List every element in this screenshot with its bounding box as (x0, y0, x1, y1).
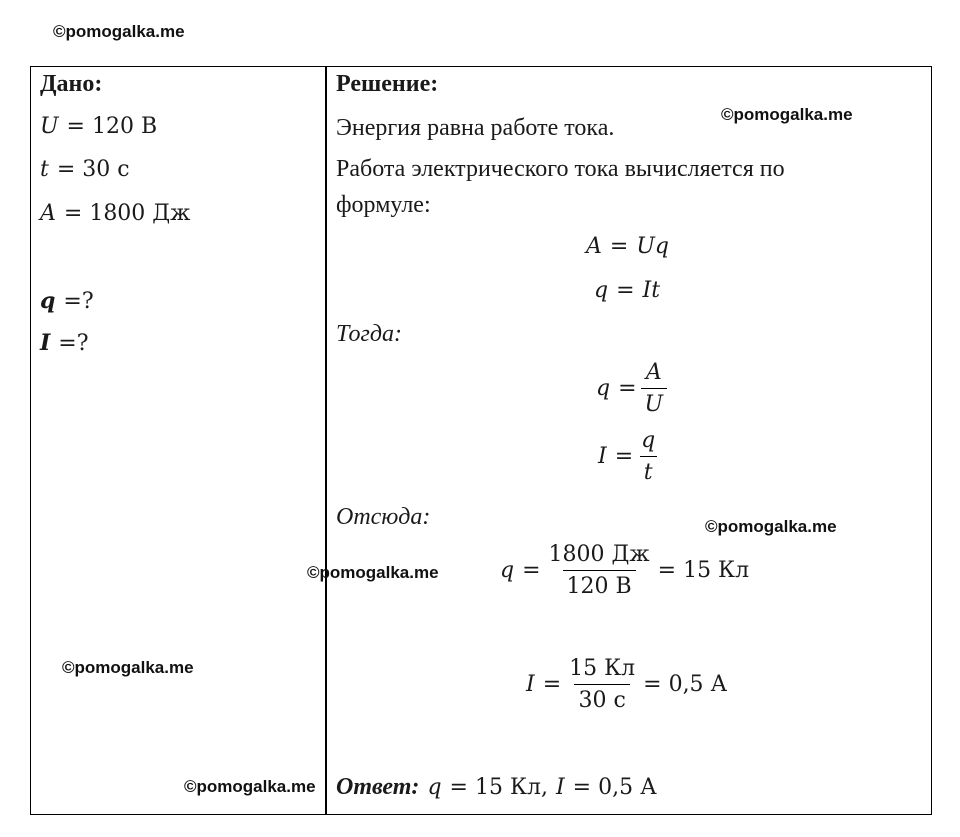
solution-line-work: Работа электрического тока вычисляется по (336, 156, 785, 182)
answer-q-var: q (427, 775, 442, 800)
fraction (637, 428, 659, 485)
fraction (565, 656, 639, 713)
equals-sign: = (609, 234, 629, 259)
numerator: A (645, 360, 662, 385)
unknown-current (40, 330, 89, 356)
formula-lhs: A (586, 234, 602, 259)
denominator: 120 В (563, 570, 636, 599)
given-time (40, 157, 130, 182)
then-label: Тогда: (336, 321, 402, 347)
denominator: 30 с (574, 684, 629, 713)
answer-q-value: = 15 Кл, (449, 775, 548, 800)
var-a: A (40, 201, 56, 226)
var-t: t (40, 157, 49, 182)
solution-line-energy: Энергия равна работе тока. (336, 115, 615, 141)
given-voltage (40, 114, 157, 139)
given-heading: Дано: (40, 71, 103, 97)
watermark: ©pomogalka.me (307, 563, 439, 582)
formula-charge-derived (596, 360, 671, 417)
equals-sign: = (542, 672, 562, 697)
fraction (545, 542, 654, 599)
numerator: q (641, 428, 656, 453)
equals-sign: = (616, 278, 635, 303)
formula-charge (594, 278, 660, 303)
value-a: = 1800 Дж (63, 201, 191, 226)
watermark: ©pomogalka.me (721, 105, 853, 124)
calc-result: = 15 Кл (657, 558, 750, 583)
formula-lhs: q (594, 278, 609, 303)
var-u: U (40, 114, 59, 139)
formula-lhs: q (596, 376, 611, 401)
solution-line-formula: формуле: (336, 192, 431, 218)
equals-sign: = (614, 444, 634, 469)
var-q: q (40, 288, 56, 314)
value-u: = 120 В (66, 114, 158, 139)
watermark: ©pomogalka.me (184, 777, 316, 796)
numerator: 15 Кл (569, 656, 636, 681)
formula-rhs: It (642, 278, 661, 303)
watermark: ©pomogalka.me (62, 658, 194, 677)
formula-rhs: Uq (636, 234, 669, 259)
numerator: 1800 Дж (548, 542, 650, 567)
hence-label: Отсюда: (336, 504, 431, 530)
calc-result: = 0,5 А (643, 672, 728, 697)
answer-i-value: = 0,5 А (572, 775, 657, 800)
equals-sign: = (522, 558, 541, 583)
unknown-charge (40, 288, 94, 314)
answer-i-var: I (555, 775, 565, 800)
calc-charge (500, 542, 749, 599)
given-work (40, 201, 190, 226)
answer-line (336, 774, 657, 801)
denominator: U (641, 388, 668, 417)
value-q: =? (63, 288, 94, 314)
answer-label: Ответ: (336, 774, 420, 800)
fraction (641, 360, 668, 417)
solution-heading: Решение: (336, 71, 439, 97)
formula-work (586, 234, 669, 259)
formula-current-derived (598, 428, 663, 485)
calc-lhs: I (526, 672, 535, 697)
equals-sign: = (618, 376, 637, 401)
column-divider (325, 66, 327, 815)
value-t: = 30 с (56, 157, 130, 182)
watermark: ©pomogalka.me (705, 517, 837, 536)
denominator: t (640, 456, 657, 485)
var-i: I (40, 330, 51, 356)
value-i: =? (58, 330, 89, 356)
calc-lhs: q (500, 558, 515, 583)
watermark: ©pomogalka.me (53, 22, 185, 41)
calc-current (526, 656, 727, 713)
formula-lhs: I (598, 444, 607, 469)
